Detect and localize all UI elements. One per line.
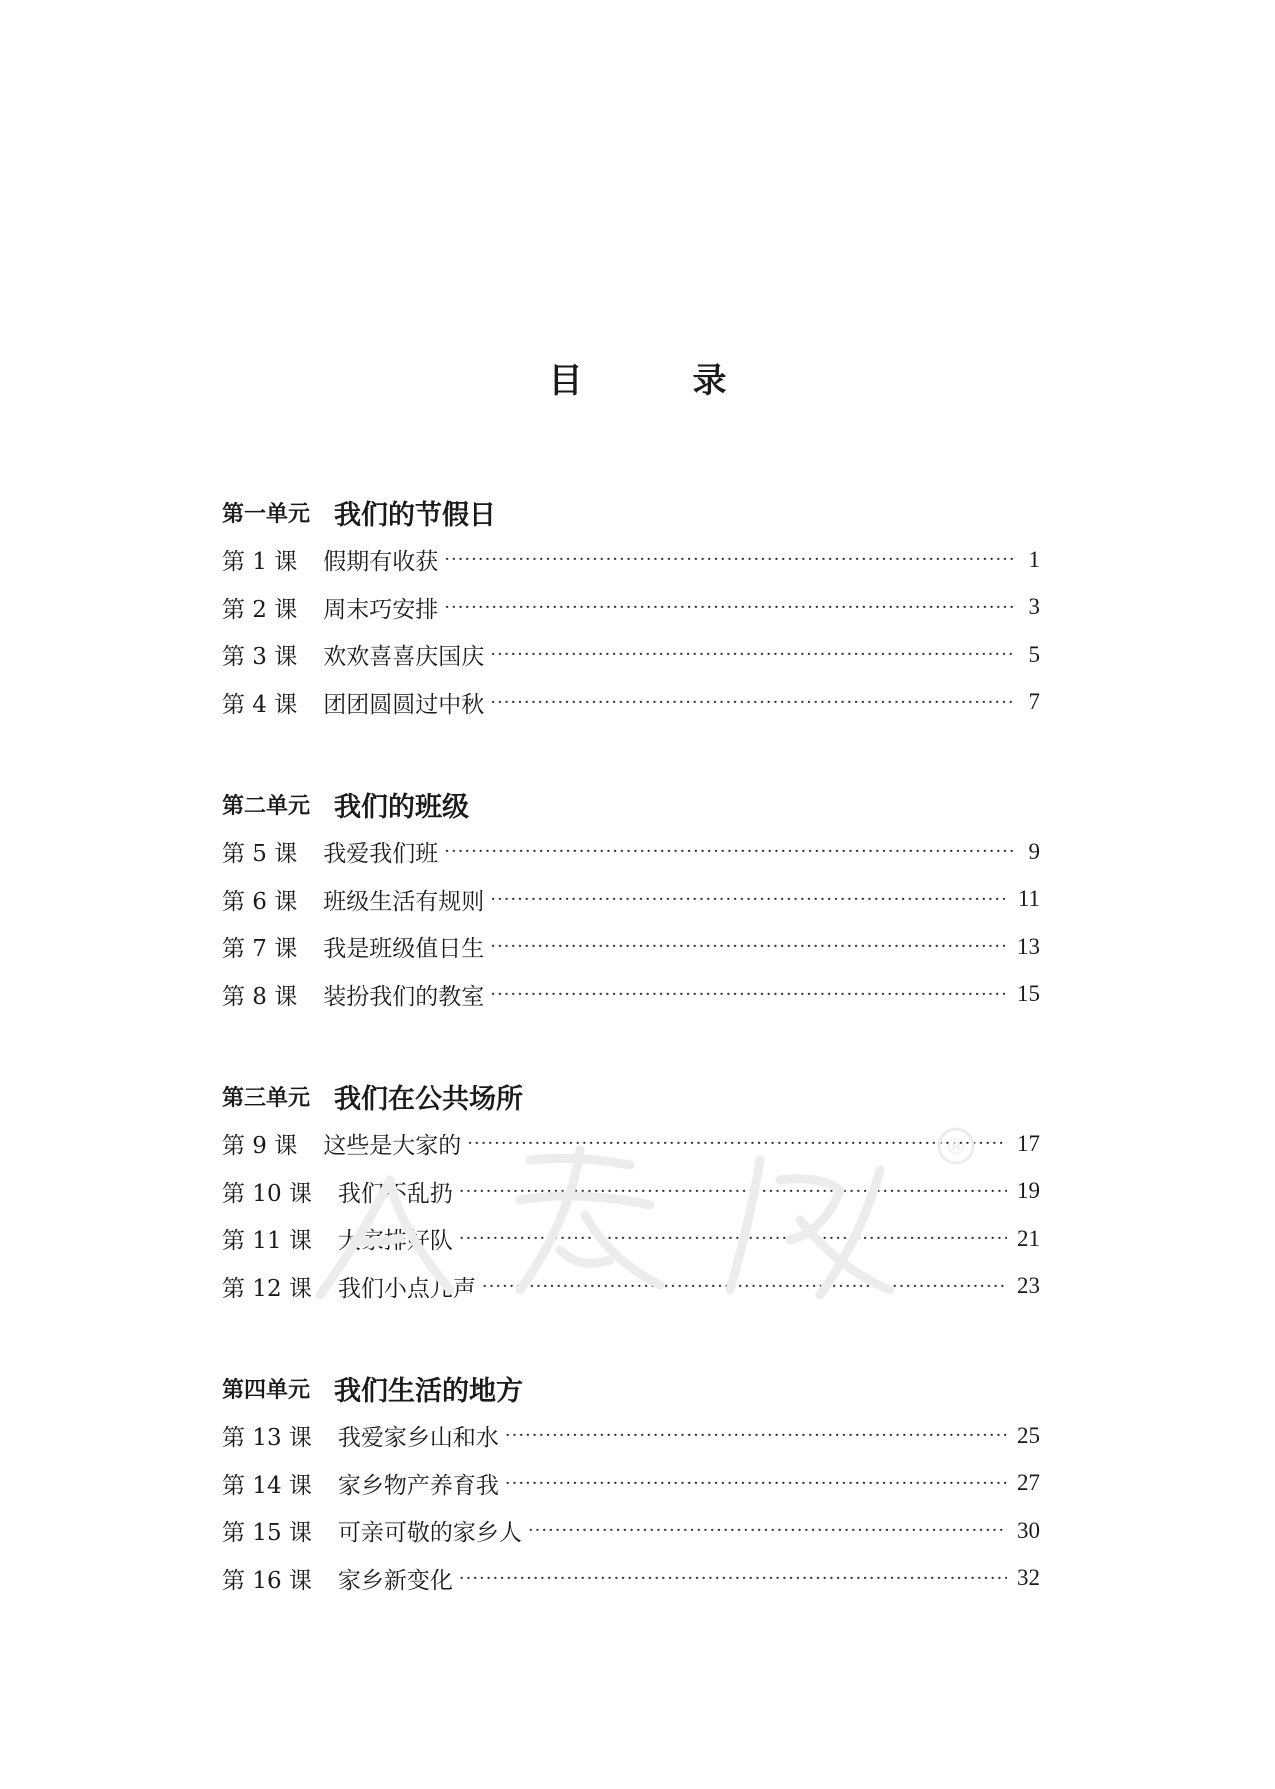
dot-leader xyxy=(490,691,1016,714)
lesson-number: 第 4 课 xyxy=(222,691,298,718)
dot-leader xyxy=(444,596,1016,619)
toc-units xyxy=(222,488,1040,1656)
page-number: 17 xyxy=(1017,1130,1040,1156)
unit-section xyxy=(222,780,1040,1018)
unit-title: 我们的节假日 xyxy=(334,499,497,531)
lesson-number: 第 5 课 xyxy=(222,841,298,868)
dot-leader xyxy=(490,643,1016,666)
lesson-entry[interactable] xyxy=(222,1507,1040,1555)
lesson-name: 我爱我们班 xyxy=(323,841,439,868)
lesson-entry[interactable] xyxy=(222,876,1040,924)
page-number: 19 xyxy=(1017,1178,1040,1204)
dot-leader xyxy=(482,1275,1007,1298)
unit-header xyxy=(222,1364,1040,1412)
lesson-entry[interactable] xyxy=(222,584,1040,632)
lesson-number: 第 16 课 xyxy=(222,1567,312,1594)
lesson-number: 第 15 课 xyxy=(222,1520,312,1547)
lesson-name: 可亲可敬的家乡人 xyxy=(337,1520,522,1547)
page-number: 7 xyxy=(1028,689,1040,715)
dot-leader xyxy=(528,1519,1007,1542)
lesson-entry[interactable] xyxy=(222,1412,1040,1460)
lesson-entry[interactable] xyxy=(222,828,1040,876)
dot-leader xyxy=(505,1424,1007,1447)
page-number: 25 xyxy=(1017,1422,1040,1448)
unit-title: 我们生活的地方 xyxy=(334,1375,524,1407)
lesson-number: 第 9 课 xyxy=(222,1133,298,1160)
lesson-number: 第 10 课 xyxy=(222,1180,312,1207)
lesson-number: 第 3 课 xyxy=(222,644,298,671)
dot-leader xyxy=(459,1227,1007,1250)
lesson-number: 第 1 课 xyxy=(222,549,298,576)
dot-leader xyxy=(444,840,1016,863)
dot-leader xyxy=(467,1132,1007,1155)
lesson-name: 我们不乱扔 xyxy=(337,1180,453,1207)
unit-header xyxy=(222,488,1040,536)
page-number: 21 xyxy=(1017,1225,1040,1251)
lesson-entry[interactable] xyxy=(222,679,1040,727)
unit-label: 第一单元 xyxy=(222,500,311,527)
lesson-name: 我们小点儿声 xyxy=(337,1275,476,1302)
page-number: 30 xyxy=(1017,1517,1040,1543)
dot-leader xyxy=(459,1180,1007,1203)
unit-section xyxy=(222,488,1040,726)
lesson-entry[interactable] xyxy=(222,536,1040,584)
lesson-name: 我爱家乡山和水 xyxy=(337,1425,499,1452)
lesson-name: 家乡物产养育我 xyxy=(337,1472,499,1499)
lesson-name: 我是班级值日生 xyxy=(323,936,485,963)
unit-title: 我们在公共场所 xyxy=(334,1083,524,1115)
lesson-number: 第 11 课 xyxy=(222,1228,312,1255)
lesson-entry[interactable] xyxy=(222,923,1040,971)
lesson-name: 假期有收获 xyxy=(323,549,439,576)
unit-label: 第三单元 xyxy=(222,1084,311,1111)
lesson-entry[interactable] xyxy=(222,1168,1040,1216)
lesson-name: 欢欢喜喜庆国庆 xyxy=(323,644,485,671)
dot-leader xyxy=(459,1567,1007,1590)
unit-label: 第二单元 xyxy=(222,792,311,819)
dot-leader xyxy=(505,1472,1007,1495)
lesson-entry[interactable] xyxy=(222,1120,1040,1168)
lesson-name: 大家排好队 xyxy=(337,1228,453,1255)
lesson-name: 团团圆圆过中秋 xyxy=(323,691,485,718)
watermark-mark: ® xyxy=(945,1135,967,1160)
lesson-name: 这些是大家的 xyxy=(323,1133,462,1160)
lesson-number: 第 14 课 xyxy=(222,1472,312,1499)
lesson-name: 班级生活有规则 xyxy=(323,888,485,915)
page-number: 23 xyxy=(1017,1273,1040,1299)
page-number: 3 xyxy=(1028,594,1040,620)
page-number: 5 xyxy=(1028,641,1040,667)
dot-leader xyxy=(490,888,1008,911)
page-number: 15 xyxy=(1017,981,1040,1007)
lesson-entry[interactable] xyxy=(222,971,1040,1019)
page-number: 9 xyxy=(1028,838,1040,864)
page-number: 1 xyxy=(1028,546,1040,572)
lesson-entry[interactable] xyxy=(222,1215,1040,1263)
lesson-entry[interactable] xyxy=(222,1263,1040,1311)
page-number: 13 xyxy=(1017,933,1040,959)
page-number: 27 xyxy=(1017,1470,1040,1496)
dot-leader xyxy=(444,548,1016,571)
page-number: 11 xyxy=(1017,886,1040,912)
lesson-number: 第 2 课 xyxy=(222,596,298,623)
lesson-number: 第 6 课 xyxy=(222,888,298,915)
lesson-number: 第 7 课 xyxy=(222,936,298,963)
page-number: 32 xyxy=(1017,1565,1040,1591)
unit-section xyxy=(222,1364,1040,1602)
dot-leader xyxy=(490,935,1007,958)
unit-section xyxy=(222,1072,1040,1310)
lesson-number: 第 8 课 xyxy=(222,983,298,1010)
lesson-name: 家乡新变化 xyxy=(337,1567,453,1594)
lesson-number: 第 12 课 xyxy=(222,1275,312,1302)
lesson-entry[interactable] xyxy=(222,1555,1040,1603)
lesson-name: 周末巧安排 xyxy=(323,596,439,623)
unit-label: 第四单元 xyxy=(222,1376,311,1403)
unit-header xyxy=(222,780,1040,828)
lesson-number: 第 13 课 xyxy=(222,1425,312,1452)
unit-title: 我们的班级 xyxy=(334,791,470,823)
page-title: 目 录 xyxy=(548,361,765,401)
dot-leader xyxy=(490,983,1007,1006)
lesson-entry[interactable] xyxy=(222,631,1040,679)
unit-header xyxy=(222,1072,1040,1120)
lesson-name: 装扮我们的教室 xyxy=(323,983,485,1010)
lesson-entry[interactable] xyxy=(222,1460,1040,1508)
